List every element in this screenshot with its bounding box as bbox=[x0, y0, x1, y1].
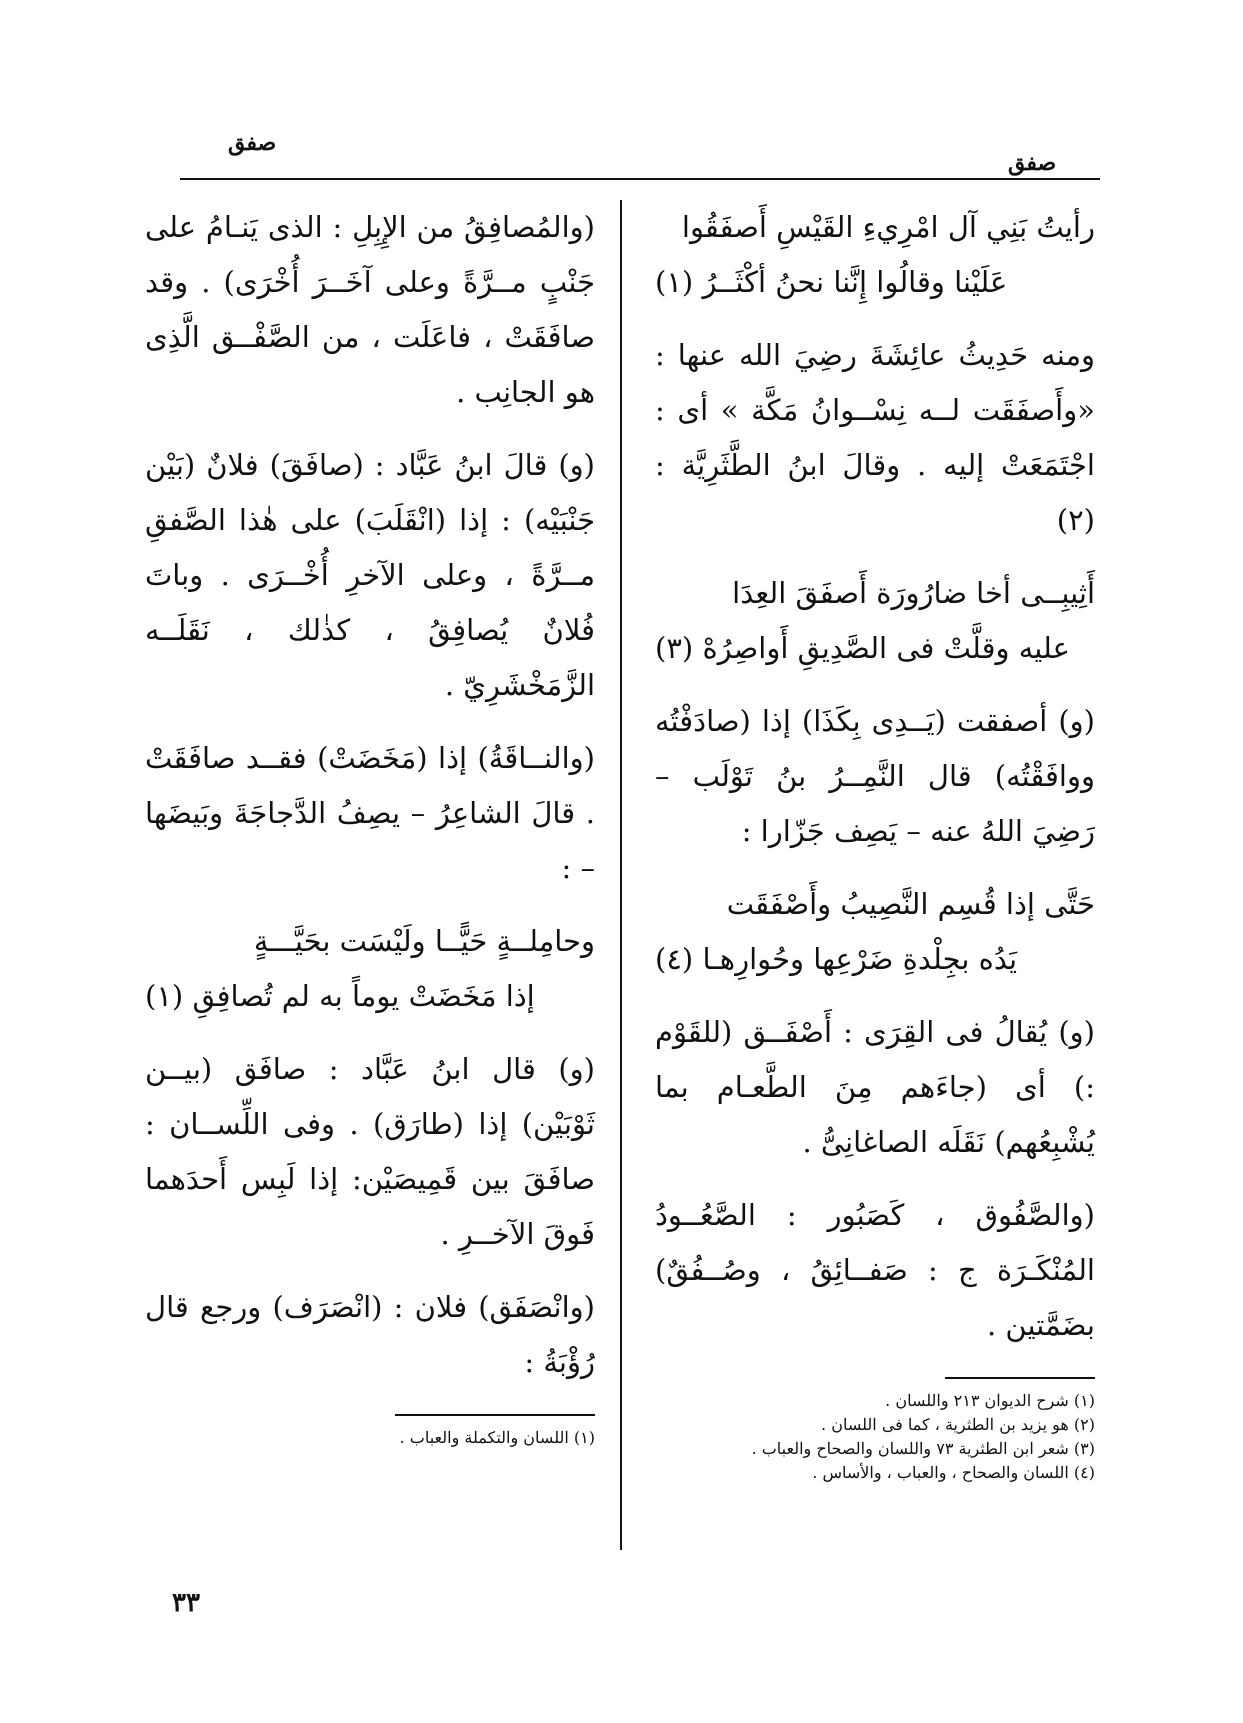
running-head-left: صفق bbox=[228, 130, 277, 156]
footnote: (٢) هو يزيد بن الطثرية ، كما فى اللسان . bbox=[821, 1415, 1095, 1434]
paragraph: (والنــاقَةُ) إذا (مَخَضَتْ) فقــد صافَقَتْ . قالَ الشاعِرُ – يصِفُ الدَّجاجَةَ وبَيضَها – : bbox=[145, 741, 595, 885]
paragraph: (و) قالَ ابنُ عَبَّاد : (صافَقَ) فلانٌ (بَيْن جَنْبَيْه) : إذا (انْقَلَبَ) على هٰذا الصَّفقِ مــرَّةً ، وعلى الآخرِ أُخْــرَى . وباتَ فُلانٌ يُصافِقُ ، كذٰلك ، نَقَلَــه الزَّمَخْشَرِيّ . bbox=[145, 448, 595, 702]
footnote-rule bbox=[945, 1377, 1095, 1379]
footnote: (٤) اللسان والصحاح ، والعباب ، والأساس . bbox=[812, 1463, 1095, 1482]
left-column bbox=[145, 200, 595, 1450]
verse-line: يَدُه بجِلْدةِ ضَرْعِها وحُوارِهـا (٤) bbox=[655, 942, 1018, 976]
verse bbox=[655, 566, 1095, 676]
paragraph: ومنه حَدِيثُ عائِشَةَ رضِيَ الله عنها : «وأَصفَقَت لــه نِسْــوانُ مَكَّة » أى : اجْتَمَعَتْ إليه . وقالَ ابنُ الطَّثَرِيَّة : (٢) bbox=[655, 338, 1095, 537]
verse-line: عليه وقلَّتْ فى الصَّدِيقِ أَواصِرُهْ (٣) bbox=[655, 631, 1070, 665]
footnote: (١) اللسان والتكملة والعباب . bbox=[399, 1428, 595, 1447]
paragraph: (و) قال ابنُ عَبَّاد : صافَق (بيــن ثَوْبَيْن) إذا (طارَق) . وفى اللِّســان : صافَقَ بين قَمِيصَيْن: إذا لَبِس أَحدَهما فَوقَ الآخــرِ . bbox=[145, 1052, 595, 1251]
paragraph: (و) أصفقت (يَــدِى بِكَذَا) إذا (صادَفْتُه ووافَقْتُه) قال النَّمِــرُ بنُ تَوْلَب – رَضِيَ اللهُ عنه – يَصِف جَزّارا : bbox=[655, 704, 1095, 848]
verse-line: إذا مَخَضَتْ يوماً به لم تُصافِقِ (١) bbox=[145, 979, 535, 1013]
footnote-rule bbox=[395, 1414, 595, 1416]
paragraph: (والصَّفُوق ، كَصَبُور : الصَّعُــودُ المُنْكَـرَة ج : صَفــائِقُ ، وصُــفُقٌ) بضَمَّتين . bbox=[655, 1198, 1095, 1342]
page-number: ٣٣ bbox=[172, 1588, 200, 1618]
header-rule bbox=[180, 178, 1100, 180]
verse-line: عَلَيْنا وقالُوا إِنَّنا نحنُ أكْثَــرُ (١) bbox=[655, 265, 1008, 299]
verse bbox=[655, 877, 1095, 987]
verse-line: وحامِلــةٍ حَيًّــا ولَيْسَت بحَيَّـــةٍ bbox=[253, 924, 595, 958]
footnotes bbox=[145, 1426, 595, 1450]
column-divider bbox=[620, 200, 622, 1550]
verse-line: رأيتُ بَنِي آل امْرِيءِ القَيْسِ أَصفَقُوا bbox=[681, 210, 1095, 244]
verse-line: أَثِيبِــى أخا ضارُورَة أَصفَقَ العِدَا bbox=[732, 576, 1095, 610]
footnote: (١) شرح الديوان ٢١٣ واللسان . bbox=[885, 1391, 1095, 1410]
paragraph: (وانْصَفَق) فلان : (انْصَرَف) ورجع قال رُؤْبَةُ : bbox=[145, 1290, 595, 1379]
paragraph: (والمُصافِقُ من الإِبِلِ : الذى يَنـامُ على جَنْبٍ مــرَّةً وعلى آخَــرَ أُخْرَى) . وقد صافَقَتْ ، فاعَلَت ، من الصَّفْــق الَّذِى هو الجانِب . bbox=[145, 210, 595, 409]
footnote: (٣) شعر ابن الطثرية ٧٣ واللسان والصحاح والعباب . bbox=[751, 1439, 1095, 1458]
footnotes bbox=[655, 1389, 1095, 1485]
paragraph: (و) يُقالُ فى القِرَى : أَصْفَــق (للقَوْم :) أى (جاءَهم مِنَ الطَّعـام بما يُشْبِعُهم) نَقَلَه الصاغانِىُّ . bbox=[655, 1015, 1095, 1159]
running-head-right: صفق bbox=[1008, 150, 1057, 176]
right-column bbox=[655, 200, 1095, 1485]
verse bbox=[655, 200, 1095, 310]
verse-line: حَتَّى إذا قُسِم النَّصِيبُ وأَصْفَقَت bbox=[726, 887, 1095, 921]
verse bbox=[145, 914, 595, 1024]
